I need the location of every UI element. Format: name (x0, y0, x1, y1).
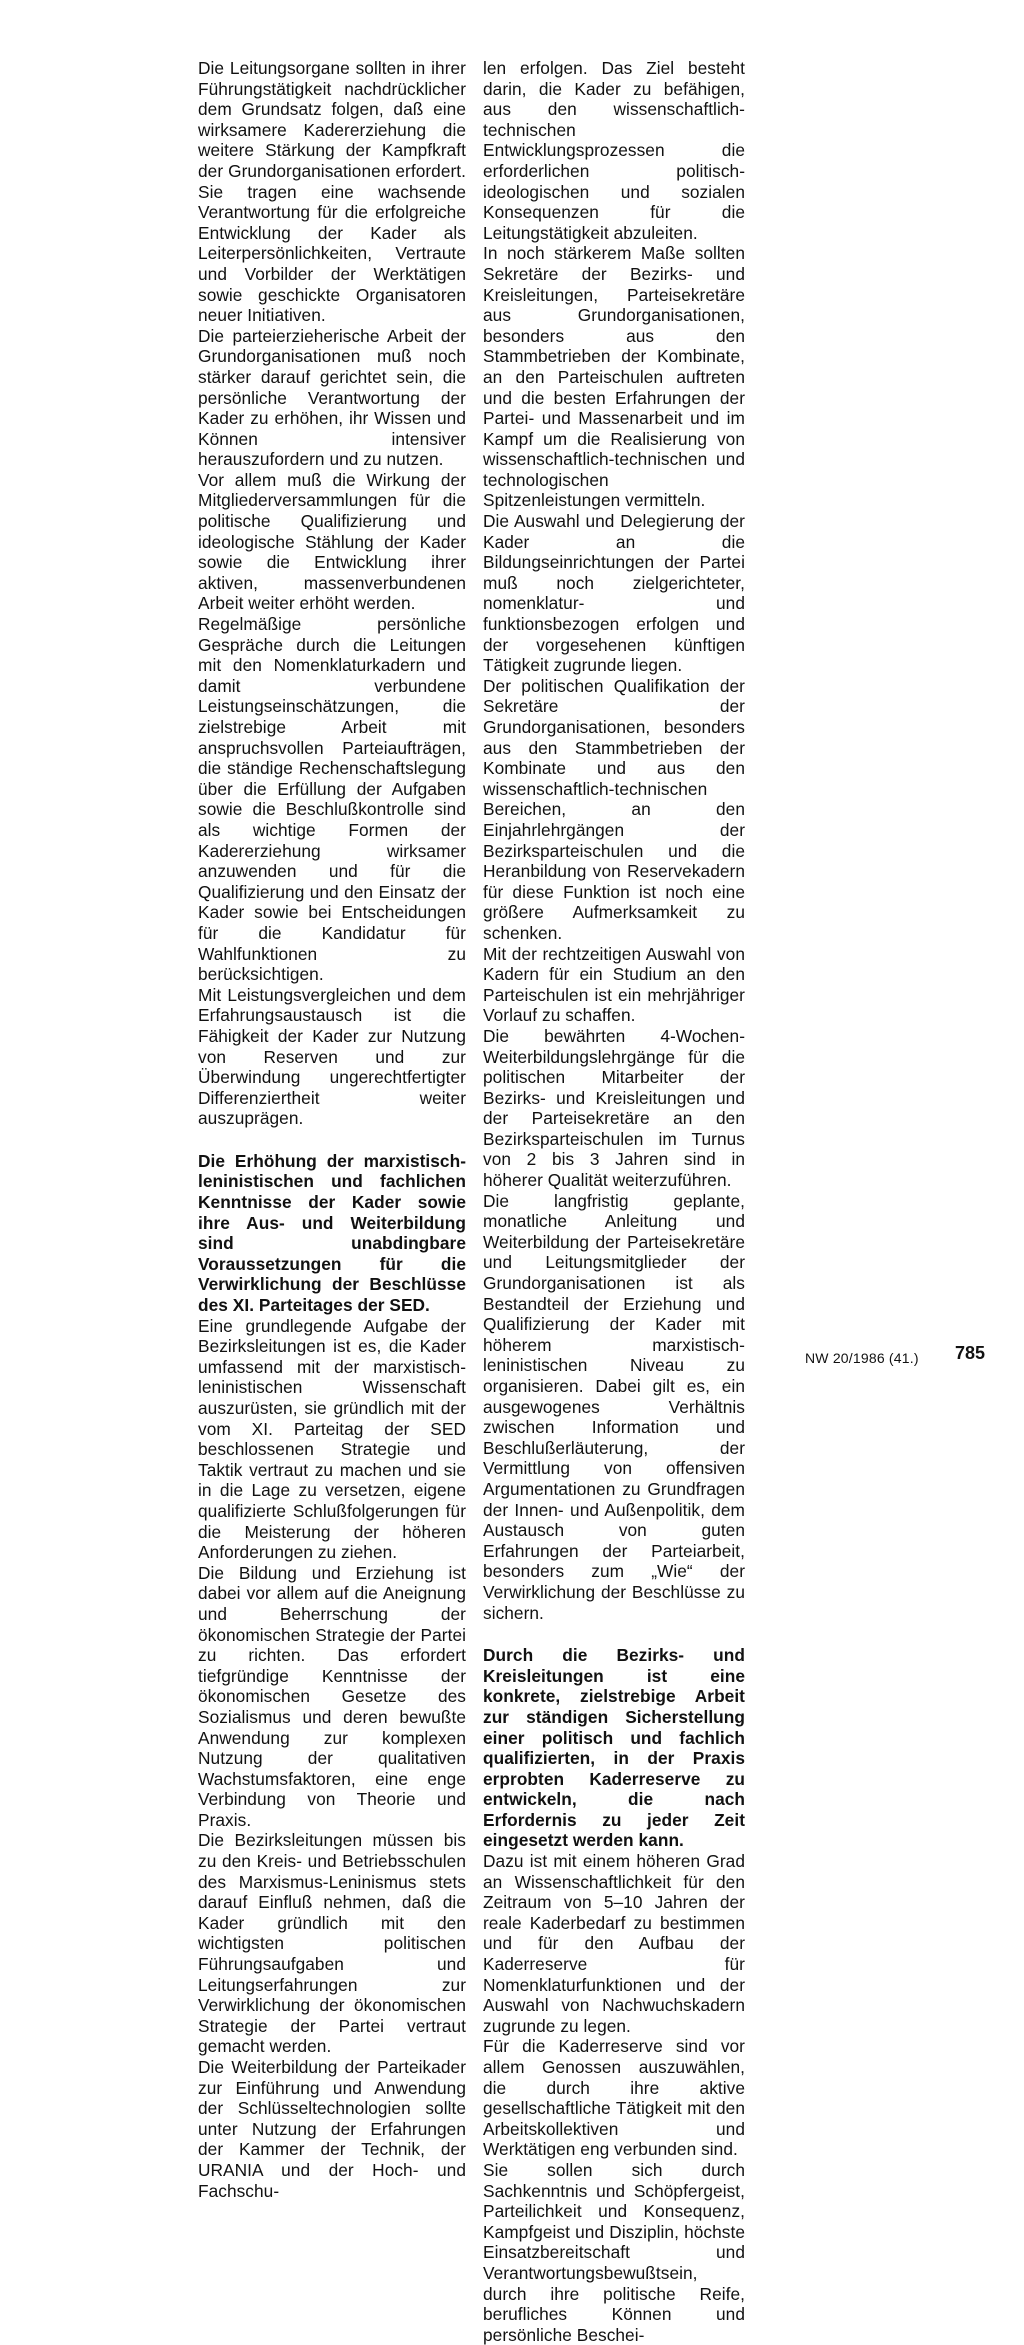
section-heading: Die Erhöhung der marxistisch-leninistischen und fachlichen Kenntnisse der Kader sowie ihre Aus- und Weiterbildung sind unabdingbare Voraussetzungen für die Verwirklichung der Beschlüsse des XI. Parteitages der SED. (198, 1150, 466, 1316)
paragraph: Die parteierzieherische Arbeit der Grundorganisationen muß noch stärker darauf gerichtet sein, die persönliche Verantwortung der Kader zu erhöhen, ihr Wissen und Können intensiver herauszufordern und zu nutzen. (198, 325, 466, 470)
paragraph: Die Bezirksleitungen müssen bis zu den Kreis- und Betriebsschulen des Marxismus-Leninismus stets darauf Einfluß nehmen, daß die Kader gründlich mit den wichtigsten politischen Führungsaufgaben und Leitungserfahrungen zur Verwirklichung der ökonomischen Strategie der Partei vertraut gemacht werden. (198, 1830, 466, 2057)
paragraph: Mit Leistungsvergleichen und dem Erfahrungsaustausch ist die Fähigkeit der Kader zur Nutzung von Reserven und zur Überwindung ungerechtfertigter Differenziertheit weiter auszuprägen. (198, 984, 466, 1129)
paragraph: Dazu ist mit einem höheren Grad an Wissenschaftlichkeit für den Zeitraum von 5–10 Jahren der reale Kaderbedarf zu bestimmen und für den Aufbau der Kaderreserve für Nomenklaturfunktionen und der Auswahl von Nachwuchskadern zugrunde zu legen. (483, 1851, 745, 2036)
paragraph: Die bewährten 4-Wochen-Weiterbildungslehrgänge für die politischen Mitarbeiter der Bezirks- und Kreisleitungen und der Parteisekretäre an den Bezirksparteischulen im Turnus von 2 bis 3 Jahren sind in höherer Qualität weiterzuführen. (483, 1025, 745, 1191)
paragraph-gap (198, 1129, 466, 1151)
section-heading: Durch die Bezirks- und Kreisleitungen ist eine konkrete, zielstrebige Arbeit zur ständigen Sicherstellung einer politisch und fachlich qualifizierten, in der Praxis erprobten Kaderreserve zu entwickeln, die nach Erfordernis zu jeder Zeit eingesetzt werden kann. (483, 1645, 745, 1851)
paragraph: Die langfristig geplante, monatliche Anleitung und Weiterbildung der Parteisekretäre und Leitungsmitglieder der Grundorganisationen ist als Bestandteil der Erziehung und Qualifizierung der Kader mit höherem marxistisch-leninistischen Niveau zu organisieren. Dabei gilt es, ein ausgewogenes Verhältnis zwischen Information und Beschlußerläuterung, der Vermittlung von offensiven Argumentationen zu Grundfragen der Innen- und Außenpolitik, dem Austausch von guten Erfahrungen der Parteiarbeit, besonders zum „Wie“ der Verwirklichung der Beschlüsse zu sichern. (483, 1190, 745, 1623)
paragraph: Für die Kaderreserve sind vor allem Genossen auszuwählen, die durch ihre aktive gesellschaftliche Tätigkeit mit den Arbeitskollektiven und Werktätigen eng verbunden sind. (483, 2036, 745, 2160)
paragraph: Eine grundlegende Aufgabe der Bezirksleitungen ist es, die Kader umfassend mit der marxistisch-leninistischen Wissenschaft auszurüsten, sie gründlich mit der vom XI. Parteitag der SED beschlossenen Strategie und Taktik vertraut zu machen und sie in die Lage zu versetzen, eigene qualifizierte Schlußfolgerungen für die Meisterung der höheren Anforderungen zu ziehen. (198, 1315, 466, 1563)
paragraph: Die Weiterbildung der Parteikader zur Einführung und Anwendung der Schlüsseltechnologien sollte unter Nutzung der Erfahrungen der Kammer der Technik, der URANIA und der Hoch- und Fachschu- (198, 2057, 466, 2201)
paragraph: Der politischen Qualifikation der Sekretäre der Grundorganisationen, besonders aus den Stammbetrieben der Kombinate und aus den wissenschaftlich-technischen Bereichen, an den Einjahrlehrgängen der Bezirksparteischulen und die Heranbildung von Reservekadern für diese Funktion ist noch eine größere Aufmerksamkeit zu schenken. (483, 675, 745, 943)
issue-reference: NW 20/1986 (41.) (805, 1350, 919, 1366)
paragraph: Sie sollen sich durch Sachkenntnis und Schöpfergeist, Parteilichkeit und Konsequenz, Kampfgeist und Disziplin, höchste Einsatzbereitschaft und Verantwortungsbewußtsein, durch ihre politische Reife, berufliches Können und persönliche Beschei- (483, 2159, 745, 2345)
paragraph: In noch stärkerem Maße sollten Sekretäre der Bezirks- und Kreisleitungen, Parteisekretäre aus Grundorganisationen, besonders aus den Stammbetrieben der Kombinate, an den Parteischulen auftreten und die besten Erfahrungen der Partei- und Massenarbeit und im Kampf um die Realisierung von wissenschaftlich-technischen und technologischen Spitzenleistungen vermitteln. (483, 243, 745, 511)
paragraph: len erfolgen. Das Ziel besteht darin, die Kader zu befähigen, aus den wissenschaftlich-technischen Entwicklungsprozessen die erforderlichen politisch-ideologischen und sozialen Konsequenzen für die Leitungstätigkeit abzuleiten. (483, 58, 745, 243)
paragraph-gap (483, 1623, 745, 1645)
paragraph: Mit der rechtzeitigen Auswahl von Kadern für ein Studium an den Parteischulen ist ein mehrjähriger Vorlauf zu schaffen. (483, 943, 745, 1026)
paragraph: Vor allem muß die Wirkung der Mitgliederversammlungen für die politische Qualifizierung und ideologische Stählung der Kader sowie die Entwicklung ihrer aktiven, massenverbundenen Arbeit weiter erhöht werden. (198, 469, 466, 614)
paragraph: Die Leitungsorgane sollten in ihrer Führungstätigkeit nachdrücklicher dem Grundsatz folgen, daß eine wirksamere Kadererziehung die weitere Stärkung der Kampfkraft der Grundorganisationen erfordert. Sie tragen eine wachsende Verantwortung für die erfolgreiche Entwicklung der Kader als Leiterpersönlichkeiten, Vertraute und Vorbilder der Werktätigen sowie geschickte Organisatoren neuer Initiativen. (198, 58, 466, 326)
page-number: 785 (955, 1343, 986, 1363)
paragraph: Die Auswahl und Delegierung der Kader an die Bildungseinrichtungen der Partei muß noch zielgerichteter, nomenklatur- und funktionsbezogen erfolgen und der vorgesehenen künftigen Tätigkeit zugrunde liegen. (483, 511, 745, 676)
paragraph: Regelmäßige persönliche Gespräche durch die Leitungen mit den Nomenklaturkadern und damit verbundene Leistungseinschätzungen, die zielstrebige Arbeit mit anspruchsvollen Parteiaufträgen, die ständige Rechenschaftslegung über die Erfüllung der Aufgaben sowie die Beschlußkontrolle sind als wichtige Formen der Kadererziehung wirksamer anzuwenden und für die Qualifizierung und den Einsatz der Kader sowie bei Entscheidungen für die Kandidatur für Wahlfunktionen zu berücksichtigen. (198, 614, 466, 985)
paragraph: Die Bildung und Erziehung ist dabei vor allem auf die Aneignung und Beherrschung der ökonomischen Strategie der Partei zu richten. Das erfordert tiefgründige Kenntnisse der ökonomischen Gesetze des Sozialismus und deren bewußte Anwendung zur komplexen Nutzung der qualitativen Wachstumsfaktoren, eine enge Verbindung von Theorie und Praxis. (198, 1562, 466, 1830)
right-column (483, 58, 745, 2345)
left-column (198, 58, 466, 2201)
